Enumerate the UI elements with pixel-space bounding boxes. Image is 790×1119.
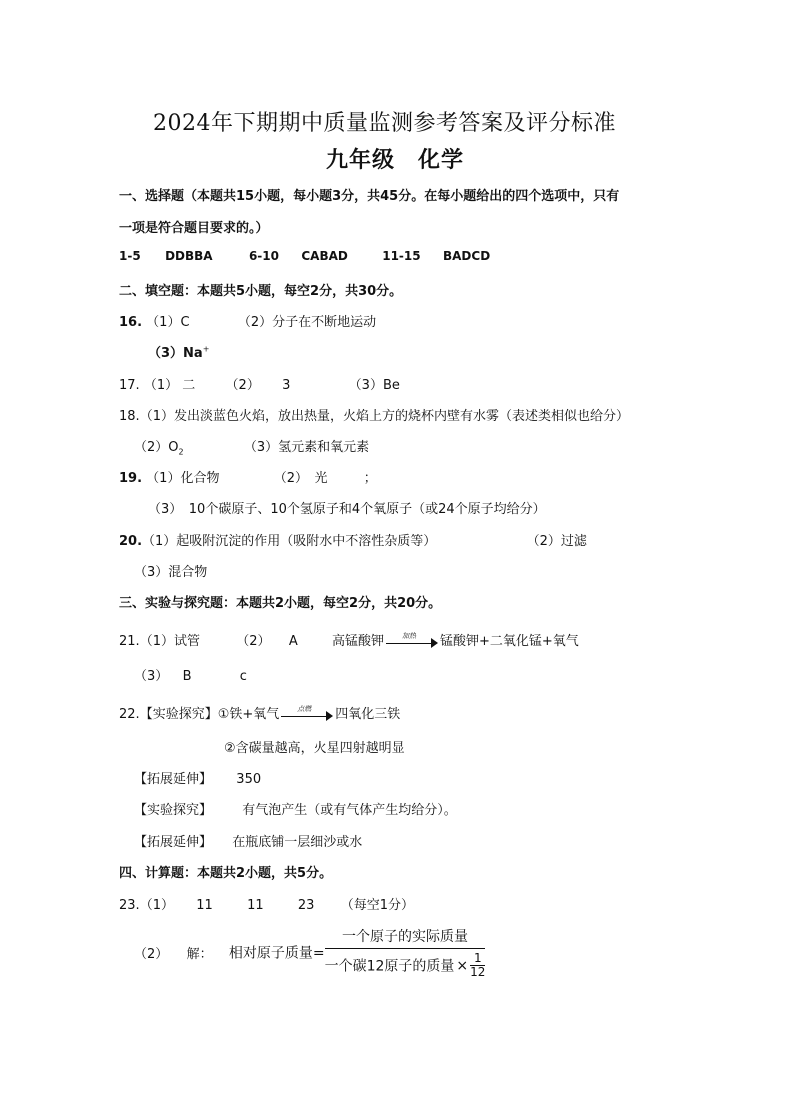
q22-line3 — [134, 768, 261, 787]
choice-range-3: 11-15 — [382, 249, 421, 263]
section4-heading: 四、计算题：本题共2小题，共5分。 — [119, 866, 333, 881]
q23-one-twelfth — [470, 952, 485, 979]
reaction-arrow-icon — [281, 704, 333, 722]
q22-equation-left: ①铁+氧气 — [217, 707, 280, 722]
choice-value-3: BADCD — [443, 249, 491, 263]
section2-heading: 二、填空题：本题共5小题，每空2分，共30分。 — [119, 284, 403, 299]
q20-answer-3: （3）混合物 — [134, 565, 208, 580]
q21-equation-left: 高锰酸钾 — [332, 634, 385, 649]
q17-line — [119, 374, 400, 393]
q23-value-3: 23 — [297, 898, 315, 913]
q18-line1 — [119, 405, 629, 424]
document-subtitle: 九年级 化学 — [326, 148, 465, 173]
q16-line1 — [119, 311, 376, 330]
q16-answer-3-charge: + — [202, 344, 210, 354]
q23-formula-denominator-row — [325, 949, 486, 979]
q23-line2 — [134, 926, 485, 979]
q22-tag-4: 【拓展延伸】 — [134, 835, 213, 850]
q21-condition: 加热 — [402, 631, 417, 640]
q19-answer-3: （3） 10个碳原子、10个氢原子和4个氧原子（或24个原子均给分） — [148, 502, 546, 517]
q23-formula-denominator: 一个碳12原子的质量 — [324, 958, 455, 975]
q18-line2 — [134, 436, 369, 457]
q23-value-2: 11 — [247, 898, 264, 913]
q22-value-2: 350 — [236, 772, 262, 787]
q22-equation-right: 四氧化三铁 — [335, 707, 401, 722]
q21-answer-2: A — [288, 634, 298, 649]
q17-answer-3: （3）Be — [348, 378, 400, 393]
q22-line5 — [134, 831, 362, 850]
q23-note: （每空1分） — [340, 898, 415, 913]
q16-answer-2: （2）分子在不断地运动 — [237, 315, 377, 330]
q21-equation-right: 锰酸钾+二氧化锰+氧气 — [440, 634, 579, 649]
q20-answer-2: （2）过滤 — [526, 534, 587, 549]
q23-formula-numerator: 一个原子的实际质量 — [325, 926, 486, 949]
q23-answer-2-label: （2） — [134, 947, 169, 962]
q23-one-twelfth-num: 1 — [470, 952, 485, 966]
q19-line1 — [119, 467, 377, 486]
q16-answer-3: （3）Na — [148, 346, 203, 361]
q23-formula-fraction — [325, 926, 486, 979]
q21-answer-4: c — [239, 669, 247, 684]
q23-one-twelfth-den: 12 — [470, 965, 486, 979]
q16-number: 16. — [119, 315, 143, 330]
q22-value-4: 在瓶底铺一层细沙或水 — [232, 835, 363, 850]
q23-line1 — [119, 894, 414, 913]
q23-value-1: 11 — [196, 898, 213, 913]
q18-answer-3: （3）氢元素和氧元素 — [243, 440, 370, 455]
q23-formula-lhs: 相对原子质量= — [228, 945, 325, 962]
q22-line1 — [119, 703, 400, 722]
q20-line2 — [134, 561, 207, 580]
reaction-arrow-icon — [386, 631, 438, 649]
q21-answer-3-label: （3） — [134, 669, 169, 684]
q23-solve-label: 解： — [186, 947, 213, 962]
q22-condition: 点燃 — [297, 704, 312, 713]
q21-answer-1: （1）试管 — [139, 634, 200, 649]
q22-line2: ②含碳量越高，火星四射越明显 — [224, 741, 405, 756]
q18-answer-1: （1）发出淡蓝色火焰，放出热量，火焰上方的烧杯内壁有水雾（表述类相似也给分） — [139, 409, 629, 424]
choice-answers-row — [119, 249, 490, 263]
section3-heading: 三、实验与探究题：本题共2小题，每空2分，共20分。 — [119, 596, 442, 611]
q20-number: 20. — [119, 534, 143, 549]
q21-answer-2-label: （2） — [236, 634, 271, 649]
q20-answer-1: （1）起吸附沉淀的作用（吸附水中不溶性杂质等） — [142, 534, 437, 549]
q17-answer-1: 二 — [182, 378, 196, 393]
q21-number: 21. — [119, 634, 140, 649]
choice-value-1: DDBBA — [165, 249, 213, 263]
q18-answer-2: （2）O — [134, 440, 179, 455]
q16-line2 — [148, 342, 209, 361]
choice-value-2: CABAD — [301, 249, 348, 263]
q22-tag-2: 【拓展延伸】 — [134, 772, 213, 787]
q22-tag-1: 【实验探究】 — [139, 707, 218, 722]
q18-number: 18. — [119, 409, 140, 424]
section1-heading-line2: 一项是符合题目要求的。） — [119, 221, 269, 236]
q17-answer-2: 3 — [282, 378, 291, 393]
q23-formula-times: × — [456, 957, 469, 974]
q19-answer-2: （2） 光 — [273, 471, 328, 486]
q22-value-3: 有气泡产生（或有气体产生均给分）。 — [242, 803, 457, 818]
q17-answer-2-label: （2） — [225, 378, 260, 393]
q20-line1 — [119, 530, 587, 549]
q19-answer-2-end: ； — [363, 471, 377, 486]
choice-range-1: 1-5 — [119, 249, 141, 263]
choice-range-2: 6-10 — [248, 249, 279, 263]
q22-line4 — [134, 799, 457, 818]
q19-line2 — [148, 498, 546, 517]
q16-answer-1: （1）C — [146, 315, 190, 330]
section1-heading-line1: 一、选择题（本题共15小题，每小题3分，共45分。在每小题给出的四个选项中，只有 — [119, 189, 620, 204]
q21-line1 — [119, 630, 579, 649]
q23-number: 23. — [119, 898, 140, 913]
q21-line2 — [134, 665, 247, 684]
document-title: 2024年下期期中质量监测参考答案及评分标准 — [153, 111, 616, 136]
q22-tag-3: 【实验探究】 — [134, 803, 213, 818]
q23-answer-1-label: （1） — [139, 898, 174, 913]
q18-answer-2-sub: 2 — [178, 447, 184, 457]
q19-number: 19. — [119, 471, 143, 486]
q17-answer-1-label: （1） — [143, 378, 179, 393]
q21-answer-3: B — [182, 669, 192, 684]
q17-number: 17. — [119, 378, 140, 393]
q22-number: 22. — [119, 707, 140, 722]
q19-answer-1: （1）化合物 — [146, 471, 220, 486]
